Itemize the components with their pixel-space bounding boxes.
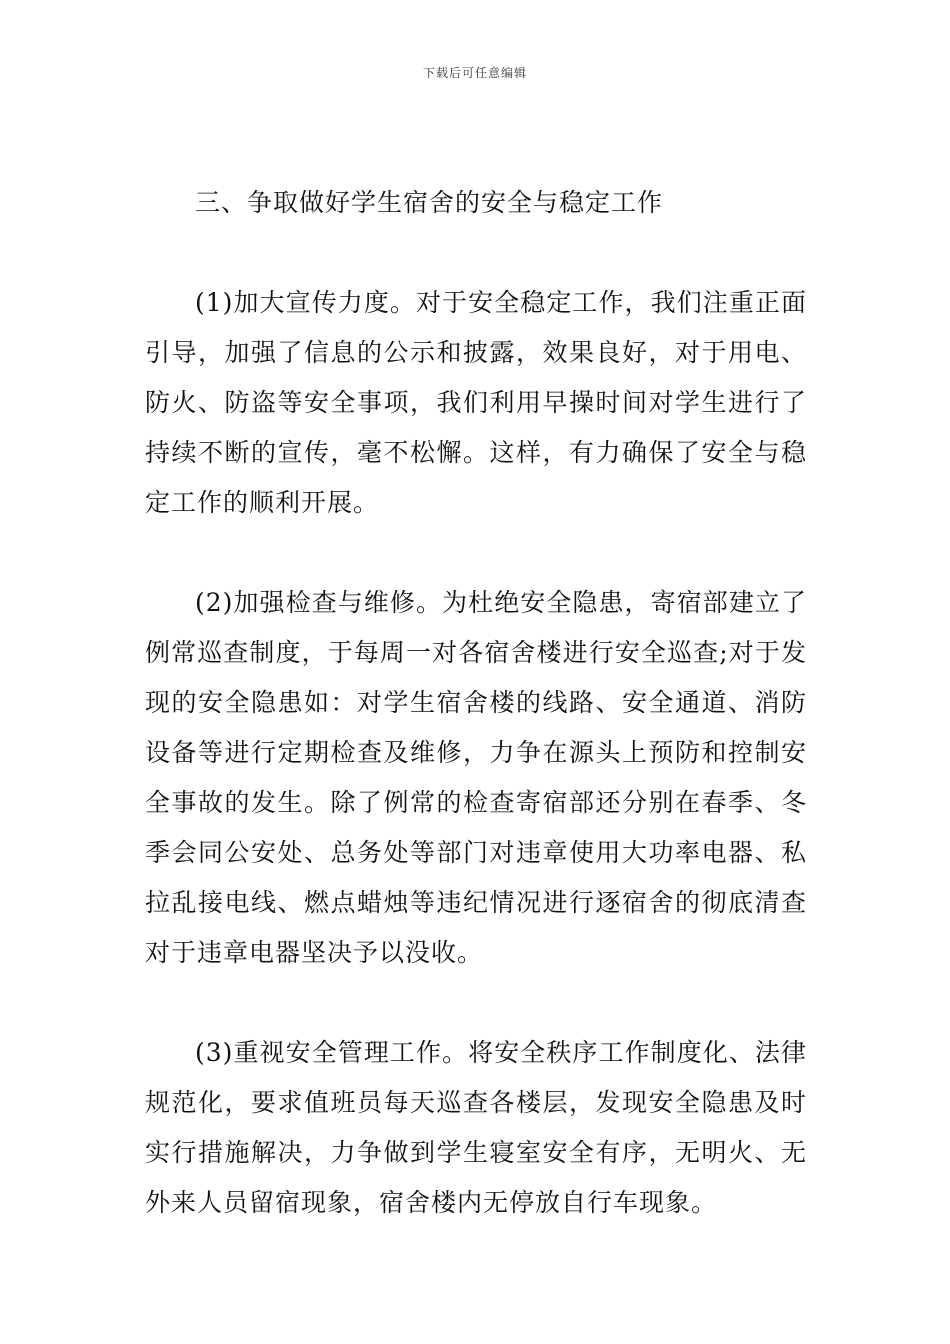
page-header-note: 下载后可任意编辑 [422,66,527,80]
paragraph-publicity: (1)加大宣传力度。对于安全稳定工作，我们注重正面引导，加强了信息的公示和披露，效果良好，对于用电、防火、防盗等安全事项，我们利用早操时间对学生进行了持续不断的宣传，毫不松懈。这样，有力确保了安全与稳定工作的顺利开展。 [145,288,807,517]
paragraph-management: (3)重视安全管理工作。将安全秩序工作制度化、法律规范化，要求值班员每天巡查各楼层，发现安全隐患及时实行措施解决，力争做到学生寝室安全有序，无明火、无外来人员留宿现象，宿舍楼内无停放自行车现象。 [145,1038,807,1217]
document-body [145,178,807,1278]
section-title: 三、争取做好学生宿舍的安全与稳定工作 [195,188,664,217]
paragraph-inspection: (2)加强检查与维修。为杜绝安全隐患，寄宿部建立了例常巡查制度，于每周一对各宿舍楼进行安全巡查;对于发现的安全隐患如：对学生宿舍楼的线路、安全通道、消防设备等进行定期检查及维修，力争在源头上预防和控制安全事故的发生。除了例常的检查寄宿部还分别在春季、冬季会同公安处、总务处等部门对违章使用大功率电器、私拉乱接电线、燃点蜡烛等违纪情况进行逐宿舍的彻底清查对于违章电器坚决予以没收。 [145,588,807,967]
